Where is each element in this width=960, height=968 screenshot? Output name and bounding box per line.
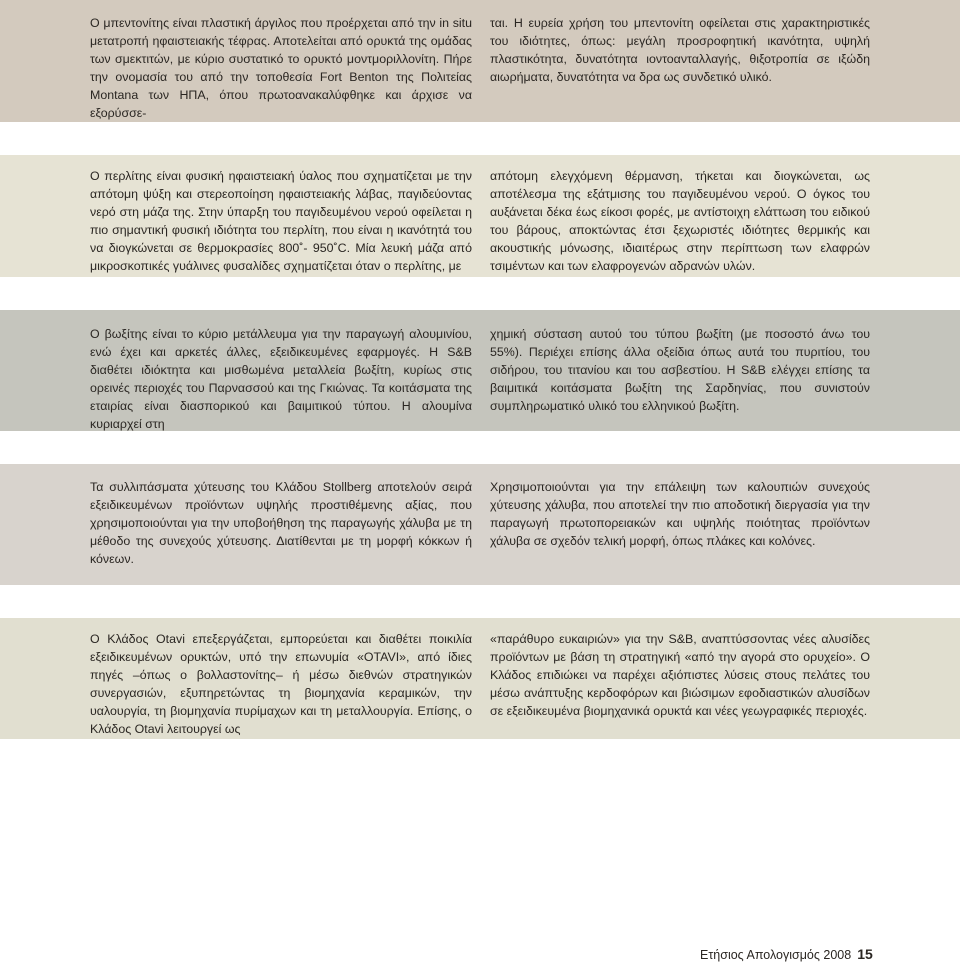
otavi-text-left: Ο Κλάδος Otavi επεξεργάζεται, εμπορεύεται και διαθέτει ποικιλία εξειδικευμένων ορυκτών, υπό την επωνυμία «OTAVI», από ίδιες πηγές –όπως ο βολλαστονίτης– ή μέσω διεθνών στρατηγικών συνεργασιών, εξυπηρετώντας τη βιομηχανία κεραμικών, την υαλουργία, τη βιομηχανία πυρίμαχων και τη μεταλλουργία. Επίσης, ο Κλάδος Otavi λειτουργεί ως: [90, 632, 472, 736]
bauxite-text-right: χημική σύσταση αυτού του τύπου βωξίτη (με ποσοστό άνω του 55%). Περιέχει επίσης άλλα οξείδια όπως αυτά του πυριτίου, του σιδήρου, του τιτανίου και του ασβεστίου. Η S&B ελέγχει επίσης τα βαιμιτικά κοιτάσματα βωξίτη της Σαρδηνίας, που συνιστούν συμπληρωματικό υλικό του ελληνικού βωξίτη.: [490, 327, 870, 413]
stollberg-section: [0, 464, 960, 585]
otavi-text-right: «παράθυρο ευκαιριών» για την S&B, αναπτύσσοντας νέες αλυσίδες προϊόντων με βάση τη στρατηγική «από την αγορά στο ορυχείο». Ο Κλάδος επιδιώκει να παρέχει αξιόπιστες λύσεις στους πελάτες του μέσω ανάπτυξης κερδοφόρων και βιώσιμων εφοδιαστικών αλυσίδων σε εξειδικευμένα βιομηχανικά ορυκτά και νέες γεωγραφικές περιοχές.: [490, 632, 870, 718]
perlite-text-right: απότομη ελεγχόμενη θέρμανση, τήκεται και διογκώνεται, ως αποτέλεσμα της εξάτμισης του παγιδευμένου νερού. Ο όγκος του αυξάνεται δέκα έως είκοσι φορές, με αντίστοιχη ελάττωση του ειδικού του βάρους, αποκτώντας έτσι ξεχωριστές ιδιότητες θερμικής και ακουστικής μόνωσης, ιδιαιτέρως στην περίπτωση των ελαφρών τσιμέντων και των ελαφρογενών αδρανών υλών.: [490, 169, 870, 273]
stollberg-text-left: Τα συλλιπάσματα χύτευσης του Κλάδου Stollberg αποτελούν σειρά εξειδικευμένων προϊόντων υψηλής προστιθέμενης αξίας, που χρησιμοποιούνται για την υποβοήθηση της παραγωγής χάλυβα με τη μέθοδο της συνεχούς χύτευσης. Διατίθενται με τη μορφή κόκκων ή κόνεων.: [90, 480, 472, 566]
bentonite-text-right: ται. Η ευρεία χρήση του μπεντονίτη οφείλεται στις χαρακτηριστικές του ιδιότητες, όπως: μεγάλη προσροφητική ικανότητα, υψηλή πλαστικότητα, δυνατότητα ιοντοανταλλαγής, θιξοτροπία σε ιξώδη αιωρήματα, δυνατότητα να δρα ως συνδετικό υλικό.: [490, 16, 870, 84]
bauxite-section: [0, 310, 960, 431]
page-number: 15: [857, 946, 873, 962]
perlite-text-left: Ο περλίτης είναι φυσική ηφαιστειακή ύαλος που σχηματίζεται με την απότομη ψύξη και στερεοποίηση ηφαιστειακής λάβας, παγιδεύοντας νερό στη μάζα της. Στην ύπαρξη του παγιδευμένου νερού οφείλεται η πιο σημαντική φυσική ιδιότητα του περλίτη, που είναι η ικανότητά του να διογκώνεται σε θερμοκρασίες 800˚- 950˚C. Μία λευκή μάζα από μικροσκοπικές γυάλινες φυσαλίδες σχηματίζεται όταν ο περλίτης, με: [90, 169, 472, 273]
bentonite-section: [0, 0, 960, 122]
bentonite-text-left: Ο μπεντονίτης είναι πλαστική άργιλος που προέρχεται από την in situ μετατροπή ηφαιστειακής τέφρας. Αποτελείται από ορυκτά της ομάδας των σμεκτιτών, με κύριο συστατικό το ορυκτό μοντμοριλλονίτη. Πήρε την ονομασία του από την τοποθεσία Fort Benton της Πολιτείας Montana των ΗΠΑ, όπου πρωτοανακαλύφθηκε και άρχισε να εξορύσσε-: [90, 16, 472, 120]
footer-report-title: Ετήσιος Απολογισμός 2008: [700, 948, 852, 962]
stollberg-text-right: Χρησιμοποιούνται για την επάλειψη των καλουπιών συνεχούς χύτευσης χάλυβα, που αποτελεί την πιο αποδοτική διεργασία για την παραγωγή πρωτοπορειακών και υψηλής ποιότητας προϊόντων χάλυβα σε σχεδόν τελική μορφή, όπως πλάκες και κολόνες.: [490, 480, 870, 548]
page-footer: [700, 946, 910, 962]
bauxite-text-left: Ο βωξίτης είναι το κύριο μετάλλευμα για την παραγωγή αλουμινίου, ενώ έχει και αρκετές άλλες, εξειδικευμένες εφαρμογές. Η S&B διαθέτει ιδιόκτητα και μισθωμένα μεταλλεία βωξίτη, κυρίως στις ορεινές περιοχές του Παρνασσού και της Γκιώνας. Τα κοιτάσματα της εταιρίας είναι διασπορικού και βαιμιτικού τύπου. Η αλουμίνα κυριαρχεί στη: [90, 327, 472, 431]
otavi-section: [0, 618, 960, 739]
perlite-section: [0, 155, 960, 277]
